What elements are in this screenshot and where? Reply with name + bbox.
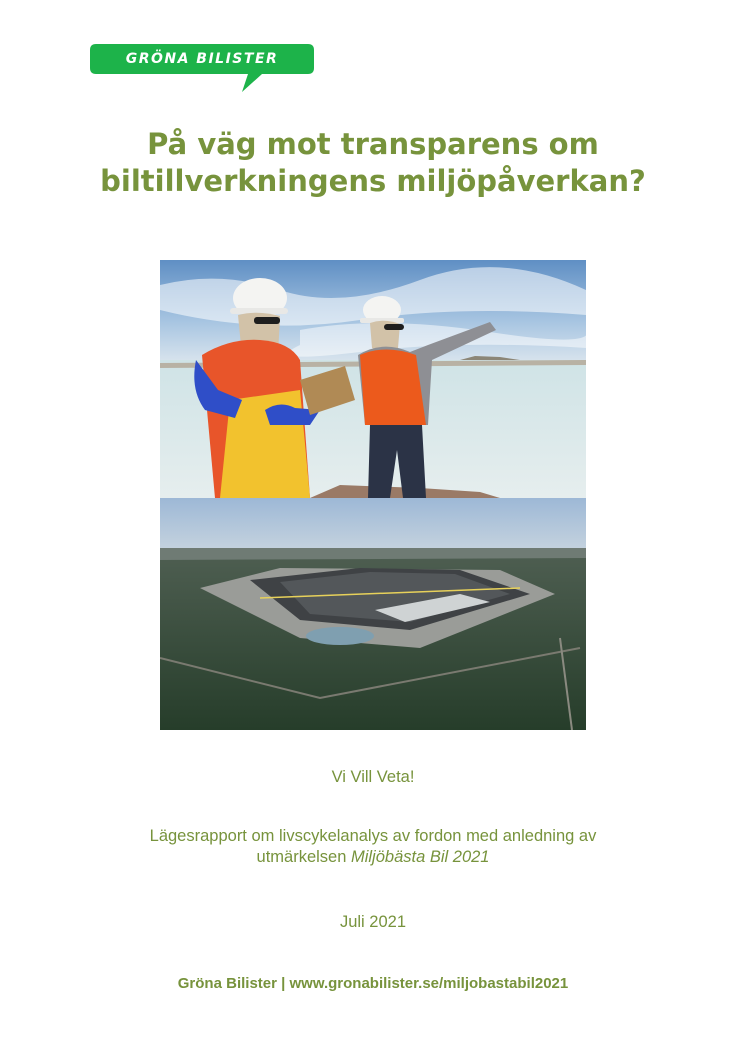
page-title (0, 126, 746, 200)
title-line-2: biltillverkningens miljöpåverkan? (100, 164, 646, 198)
report-line-2-prefix: utmärkelsen (256, 848, 351, 866)
report-date: Juli 2021 (339, 913, 407, 931)
footer-url-link[interactable]: www.gronabilister.se/miljobastabil2021 (289, 975, 569, 992)
logo-text: GRÖNA BILISTER (125, 51, 279, 67)
workers-salt-flat-photo (160, 260, 586, 498)
report-line-2 (0, 847, 746, 868)
battery-factory-aerial-photo (160, 498, 586, 730)
report-line-1: Lägesrapport om livscykelanalys av fordon med anledning av (149, 827, 597, 845)
title-line-1: På väg mot transparens om (147, 127, 599, 161)
grona-bilister-logo (90, 44, 316, 94)
award-name: Miljöbästa Bil 2021 (350, 848, 490, 866)
report-description (0, 826, 746, 868)
subtitle: Vi Vill Veta! (331, 768, 415, 786)
footer (0, 975, 746, 992)
footer-org: Gröna Bilister (177, 975, 277, 992)
footer-separator: | (276, 975, 290, 992)
